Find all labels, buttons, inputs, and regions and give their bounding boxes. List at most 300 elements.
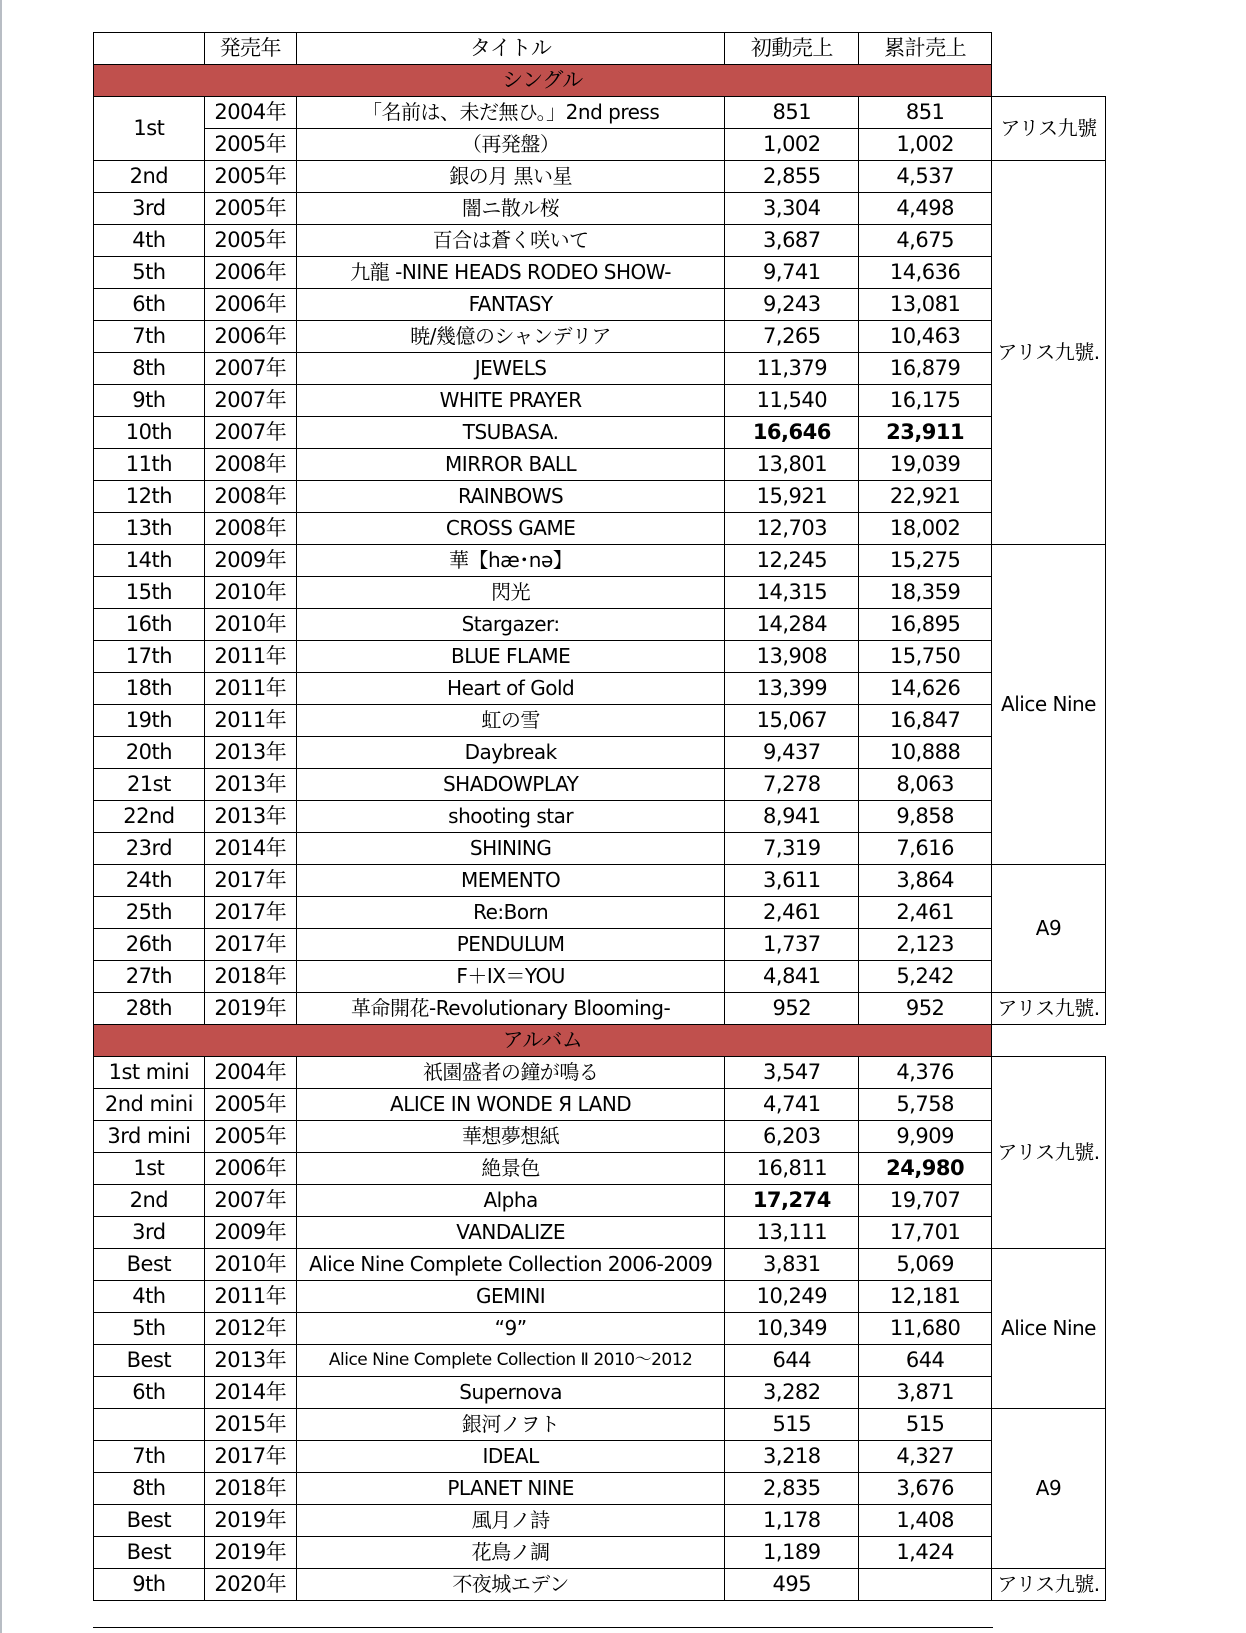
total-sales: 3,676 — [859, 1473, 992, 1505]
table-row — [94, 673, 1106, 705]
total-sales: 18,359 — [859, 577, 992, 609]
release-title: Stargazer: — [296, 609, 725, 641]
release-year: 2018年 — [204, 961, 296, 993]
release-number: 17th — [94, 641, 205, 673]
release-year: 2007年 — [204, 417, 296, 449]
release-title: 風月ノ詩 — [296, 1505, 725, 1537]
release-title: 花鳥ノ調 — [296, 1537, 725, 1569]
table-row — [94, 1249, 1106, 1281]
artist-name: Alice Nine — [992, 545, 1106, 865]
release-number: 23rd — [94, 833, 205, 865]
first-week-sales: 14,315 — [725, 577, 859, 609]
release-year: 2017年 — [204, 865, 296, 897]
first-week-sales: 11,540 — [725, 385, 859, 417]
first-week-sales: 17,274 — [725, 1185, 859, 1217]
table-row — [94, 929, 1106, 961]
table-row — [94, 1505, 1106, 1537]
release-year: 2005年 — [204, 161, 296, 193]
release-year: 2004年 — [204, 97, 296, 129]
release-year: 2007年 — [204, 353, 296, 385]
release-year: 2007年 — [204, 385, 296, 417]
artist-name: アリス九號 — [992, 97, 1106, 161]
release-year: 2010年 — [204, 577, 296, 609]
total-sales: 644 — [859, 1345, 992, 1377]
release-number: 10th — [94, 417, 205, 449]
table-row — [94, 97, 1106, 129]
release-title: Re:Born — [296, 897, 725, 929]
table-body — [94, 33, 1106, 1601]
first-week-sales: 3,282 — [725, 1377, 859, 1409]
release-title: TSUBASA. — [296, 417, 725, 449]
release-number: 4th — [94, 225, 205, 257]
release-year: 2008年 — [204, 481, 296, 513]
release-number: 3rd — [94, 1217, 205, 1249]
section-spacer — [992, 1025, 1106, 1057]
release-title: Alpha — [296, 1185, 725, 1217]
table-row — [94, 481, 1106, 513]
release-number: 9th — [94, 385, 205, 417]
first-week-sales: 8,941 — [725, 801, 859, 833]
release-number: 14th — [94, 545, 205, 577]
release-year: 2010年 — [204, 609, 296, 641]
release-year: 2014年 — [204, 833, 296, 865]
release-title: FANTASY — [296, 289, 725, 321]
release-year: 2013年 — [204, 1345, 296, 1377]
table-row — [94, 257, 1106, 289]
release-number: 7th — [94, 1441, 205, 1473]
table-row — [94, 1185, 1106, 1217]
first-week-sales: 7,278 — [725, 769, 859, 801]
total-sales: 515 — [859, 1409, 992, 1441]
release-title: 暁/幾億のシャンデリア — [296, 321, 725, 353]
total-sales: 3,871 — [859, 1377, 992, 1409]
release-title: VANDALIZE — [296, 1217, 725, 1249]
release-number: 5th — [94, 1313, 205, 1345]
release-year: 2015年 — [204, 1409, 296, 1441]
total-sales: 9,909 — [859, 1121, 992, 1153]
release-year: 2010年 — [204, 1249, 296, 1281]
first-week-sales: 2,855 — [725, 161, 859, 193]
release-year: 2005年 — [204, 193, 296, 225]
first-week-sales: 2,461 — [725, 897, 859, 929]
table-row — [94, 449, 1106, 481]
first-week-sales: 9,741 — [725, 257, 859, 289]
first-week-sales: 3,304 — [725, 193, 859, 225]
total-sales: 16,847 — [859, 705, 992, 737]
header-total: 累計売上 — [859, 33, 992, 65]
section-header-row — [94, 65, 1106, 97]
release-title: JEWELS — [296, 353, 725, 385]
release-number: 8th — [94, 1473, 205, 1505]
release-title: Alice Nine Complete Collection Ⅱ 2010～2012 — [296, 1345, 725, 1377]
release-year: 2017年 — [204, 929, 296, 961]
total-sales: 11,680 — [859, 1313, 992, 1345]
table-row — [94, 1569, 1106, 1601]
total-sales: 17,701 — [859, 1217, 992, 1249]
table-row — [94, 769, 1106, 801]
first-week-sales: 3,218 — [725, 1441, 859, 1473]
total-sales: 3,864 — [859, 865, 992, 897]
release-number: Best — [94, 1249, 205, 1281]
release-year: 2020年 — [204, 1569, 296, 1601]
release-year: 2006年 — [204, 289, 296, 321]
total-sales: 22,921 — [859, 481, 992, 513]
release-number: 16th — [94, 609, 205, 641]
total-sales: 4,376 — [859, 1057, 992, 1089]
release-title: 百合は蒼く咲いて — [296, 225, 725, 257]
release-year: 2019年 — [204, 1505, 296, 1537]
first-week-sales: 14,284 — [725, 609, 859, 641]
release-year: 2011年 — [204, 705, 296, 737]
header-row — [94, 33, 1106, 65]
table-row — [94, 193, 1106, 225]
total-sales: 10,888 — [859, 737, 992, 769]
release-number: 20th — [94, 737, 205, 769]
release-title: 閃光 — [296, 577, 725, 609]
table-row — [94, 1313, 1106, 1345]
total-sales: 4,327 — [859, 1441, 992, 1473]
table-row — [94, 385, 1106, 417]
table-row — [94, 737, 1106, 769]
first-week-sales: 515 — [725, 1409, 859, 1441]
table-row — [94, 801, 1106, 833]
release-number: 3rd — [94, 193, 205, 225]
release-title: 九龍 -NINE HEADS RODEO SHOW- — [296, 257, 725, 289]
section-spacer — [992, 65, 1106, 97]
table-row — [94, 1473, 1106, 1505]
first-week-sales: 9,437 — [725, 737, 859, 769]
artist-name: アリス九號. — [992, 993, 1106, 1025]
release-title: MIRROR BALL — [296, 449, 725, 481]
total-sales: 16,895 — [859, 609, 992, 641]
release-year: 2005年 — [204, 1121, 296, 1153]
release-number: 1st mini — [94, 1057, 205, 1089]
release-year: 2011年 — [204, 1281, 296, 1313]
first-week-sales: 3,547 — [725, 1057, 859, 1089]
artist-name: アリス九號. — [992, 161, 1106, 545]
release-title: SHINING — [296, 833, 725, 865]
artist-name: A9 — [992, 865, 1106, 993]
total-sales: 2,123 — [859, 929, 992, 961]
release-year: 2017年 — [204, 1441, 296, 1473]
table-row — [94, 513, 1106, 545]
total-sales: 9,858 — [859, 801, 992, 833]
release-number: Best — [94, 1505, 205, 1537]
total-sales: 8,063 — [859, 769, 992, 801]
release-year: 2018年 — [204, 1473, 296, 1505]
total-sales: 16,175 — [859, 385, 992, 417]
release-title: MEMENTO — [296, 865, 725, 897]
table-row — [94, 993, 1106, 1025]
release-number: 1st — [94, 97, 205, 161]
release-title: BLUE FLAME — [296, 641, 725, 673]
table-row — [94, 1057, 1106, 1089]
release-number: Best — [94, 1345, 205, 1377]
total-sales: 24,980 — [859, 1153, 992, 1185]
release-title: Heart of Gold — [296, 673, 725, 705]
total-sales: 4,498 — [859, 193, 992, 225]
table-row — [94, 353, 1106, 385]
release-title: 銀の月 黒い星 — [296, 161, 725, 193]
section-label: アルバム — [94, 1025, 992, 1057]
first-week-sales: 15,067 — [725, 705, 859, 737]
release-title: CROSS GAME — [296, 513, 725, 545]
header-title: タイトル — [296, 33, 725, 65]
first-week-sales: 7,319 — [725, 833, 859, 865]
release-number: 9th — [94, 1569, 205, 1601]
total-sales: 12,181 — [859, 1281, 992, 1313]
total-sales: 5,069 — [859, 1249, 992, 1281]
section-label: シングル — [94, 65, 992, 97]
first-week-sales: 10,249 — [725, 1281, 859, 1313]
release-number: 18th — [94, 673, 205, 705]
release-number: 1st — [94, 1153, 205, 1185]
first-week-sales: 4,741 — [725, 1089, 859, 1121]
total-sales: 1,408 — [859, 1505, 992, 1537]
table-row — [94, 865, 1106, 897]
release-title: 祇園盛者の鐘が鳴る — [296, 1057, 725, 1089]
artist-name: アリス九號. — [992, 1569, 1106, 1601]
release-year: 2007年 — [204, 1185, 296, 1217]
first-week-sales: 3,611 — [725, 865, 859, 897]
release-number: 19th — [94, 705, 205, 737]
release-title: PLANET NINE — [296, 1473, 725, 1505]
page-footer-rule — [93, 1627, 993, 1628]
table-row — [94, 161, 1106, 193]
total-sales: 4,675 — [859, 225, 992, 257]
table-row — [94, 289, 1106, 321]
release-number: 7th — [94, 321, 205, 353]
release-title: 絶景色 — [296, 1153, 725, 1185]
release-number: 8th — [94, 353, 205, 385]
release-number: 21st — [94, 769, 205, 801]
table-row — [94, 545, 1106, 577]
table-row — [94, 1217, 1106, 1249]
release-year: 2019年 — [204, 993, 296, 1025]
total-sales: 851 — [859, 97, 992, 129]
release-title: “9” — [296, 1313, 725, 1345]
release-number: 25th — [94, 897, 205, 929]
release-title: 革命開花-Revolutionary Blooming- — [296, 993, 725, 1025]
release-year: 2005年 — [204, 225, 296, 257]
total-sales: 16,879 — [859, 353, 992, 385]
first-week-sales: 851 — [725, 97, 859, 129]
table-row — [94, 705, 1106, 737]
release-title: IDEAL — [296, 1441, 725, 1473]
total-sales: 14,636 — [859, 257, 992, 289]
first-week-sales: 13,399 — [725, 673, 859, 705]
first-week-sales: 7,265 — [725, 321, 859, 353]
release-year: 2009年 — [204, 1217, 296, 1249]
header-spacer — [992, 33, 1106, 65]
release-number: 5th — [94, 257, 205, 289]
release-year: 2013年 — [204, 801, 296, 833]
release-title: ALICE IN WONDE Я LAND — [296, 1089, 725, 1121]
release-number: 26th — [94, 929, 205, 961]
release-number: 28th — [94, 993, 205, 1025]
release-title: 闇ニ散ル桜 — [296, 193, 725, 225]
total-sales: 5,758 — [859, 1089, 992, 1121]
first-week-sales: 15,921 — [725, 481, 859, 513]
release-title: WHITE PRAYER — [296, 385, 725, 417]
table-row — [94, 609, 1106, 641]
total-sales: 19,039 — [859, 449, 992, 481]
table-row — [94, 1537, 1106, 1569]
first-week-sales: 16,646 — [725, 417, 859, 449]
total-sales: 2,461 — [859, 897, 992, 929]
table-row — [94, 1441, 1106, 1473]
first-week-sales: 13,908 — [725, 641, 859, 673]
total-sales: 15,750 — [859, 641, 992, 673]
release-title: 華【hæ･nə】 — [296, 545, 725, 577]
release-year: 2013年 — [204, 769, 296, 801]
release-number: 6th — [94, 289, 205, 321]
table-row — [94, 641, 1106, 673]
release-number: 22nd — [94, 801, 205, 833]
first-week-sales: 2,835 — [725, 1473, 859, 1505]
release-title: 「名前は、未だ無ひ。」2nd press — [296, 97, 725, 129]
total-sales: 23,911 — [859, 417, 992, 449]
release-year: 2006年 — [204, 1153, 296, 1185]
release-year: 2009年 — [204, 545, 296, 577]
release-number: 15th — [94, 577, 205, 609]
release-year: 2004年 — [204, 1057, 296, 1089]
first-week-sales: 952 — [725, 993, 859, 1025]
first-week-sales: 9,243 — [725, 289, 859, 321]
release-title: RAINBOWS — [296, 481, 725, 513]
table-row — [94, 1409, 1106, 1441]
table-row — [94, 833, 1106, 865]
table-row — [94, 321, 1106, 353]
first-week-sales: 1,189 — [725, 1537, 859, 1569]
release-number — [94, 1409, 205, 1441]
release-year: 2014年 — [204, 1377, 296, 1409]
release-year: 2005年 — [204, 129, 296, 161]
first-week-sales: 1,737 — [725, 929, 859, 961]
release-number: 24th — [94, 865, 205, 897]
table-row — [94, 1377, 1106, 1409]
release-year: 2011年 — [204, 673, 296, 705]
release-number: 2nd mini — [94, 1089, 205, 1121]
first-week-sales: 16,811 — [725, 1153, 859, 1185]
release-number: 3rd mini — [94, 1121, 205, 1153]
first-week-sales: 1,178 — [725, 1505, 859, 1537]
first-week-sales: 3,687 — [725, 225, 859, 257]
total-sales: 15,275 — [859, 545, 992, 577]
total-sales: 4,537 — [859, 161, 992, 193]
release-year: 2006年 — [204, 321, 296, 353]
release-number: 6th — [94, 1377, 205, 1409]
window-edge — [0, 0, 2, 1633]
release-title: （再発盤） — [296, 129, 725, 161]
release-title: Alice Nine Complete Collection 2006-2009 — [296, 1249, 725, 1281]
table-row — [94, 1121, 1106, 1153]
total-sales: 1,002 — [859, 129, 992, 161]
total-sales: 14,626 — [859, 673, 992, 705]
first-week-sales: 6,203 — [725, 1121, 859, 1153]
release-title: SHADOWPLAY — [296, 769, 725, 801]
total-sales: 19,707 — [859, 1185, 992, 1217]
sales-table — [93, 32, 1106, 1601]
table-row — [94, 1345, 1106, 1377]
table-row — [94, 961, 1106, 993]
first-week-sales: 3,831 — [725, 1249, 859, 1281]
release-year: 2008年 — [204, 449, 296, 481]
release-title: F＋IX＝YOU — [296, 961, 725, 993]
release-title: Supernova — [296, 1377, 725, 1409]
first-week-sales: 495 — [725, 1569, 859, 1601]
artist-name: Alice Nine — [992, 1249, 1106, 1409]
section-header-row — [94, 1025, 1106, 1057]
first-week-sales: 12,245 — [725, 545, 859, 577]
artist-name: A9 — [992, 1409, 1106, 1569]
header-year: 発売年 — [204, 33, 296, 65]
total-sales: 10,463 — [859, 321, 992, 353]
release-year: 2019年 — [204, 1537, 296, 1569]
release-title: shooting star — [296, 801, 725, 833]
release-number: 12th — [94, 481, 205, 513]
first-week-sales: 644 — [725, 1345, 859, 1377]
table-row — [94, 129, 1106, 161]
total-sales: 13,081 — [859, 289, 992, 321]
table-row — [94, 1153, 1106, 1185]
artist-name: アリス九號. — [992, 1057, 1106, 1249]
release-number: 13th — [94, 513, 205, 545]
total-sales: 7,616 — [859, 833, 992, 865]
release-year: 2012年 — [204, 1313, 296, 1345]
table-row — [94, 897, 1106, 929]
total-sales: 952 — [859, 993, 992, 1025]
release-year: 2013年 — [204, 737, 296, 769]
release-year: 2011年 — [204, 641, 296, 673]
release-title: 虹の雪 — [296, 705, 725, 737]
release-title: GEMINI — [296, 1281, 725, 1313]
release-number: 2nd — [94, 161, 205, 193]
header-no — [94, 33, 205, 65]
release-number: 11th — [94, 449, 205, 481]
release-title: Daybreak — [296, 737, 725, 769]
total-sales: 5,242 — [859, 961, 992, 993]
first-week-sales: 11,379 — [725, 353, 859, 385]
first-week-sales: 4,841 — [725, 961, 859, 993]
release-year: 2005年 — [204, 1089, 296, 1121]
release-year: 2008年 — [204, 513, 296, 545]
first-week-sales: 13,801 — [725, 449, 859, 481]
release-year: 2017年 — [204, 897, 296, 929]
release-title: 華想夢想紙 — [296, 1121, 725, 1153]
first-week-sales: 13,111 — [725, 1217, 859, 1249]
first-week-sales: 10,349 — [725, 1313, 859, 1345]
table-row — [94, 417, 1106, 449]
release-number: 27th — [94, 961, 205, 993]
table-row — [94, 1089, 1106, 1121]
table-row — [94, 225, 1106, 257]
release-title: 不夜城エデン — [296, 1569, 725, 1601]
total-sales: 1,424 — [859, 1537, 992, 1569]
release-number: Best — [94, 1537, 205, 1569]
release-title: 銀河ノヲト — [296, 1409, 725, 1441]
total-sales: 18,002 — [859, 513, 992, 545]
header-first-week: 初動売上 — [725, 33, 859, 65]
table-row — [94, 577, 1106, 609]
first-week-sales: 12,703 — [725, 513, 859, 545]
release-number: 2nd — [94, 1185, 205, 1217]
release-year: 2006年 — [204, 257, 296, 289]
table-row — [94, 1281, 1106, 1313]
release-title: PENDULUM — [296, 929, 725, 961]
total-sales — [859, 1569, 992, 1601]
first-week-sales: 1,002 — [725, 129, 859, 161]
